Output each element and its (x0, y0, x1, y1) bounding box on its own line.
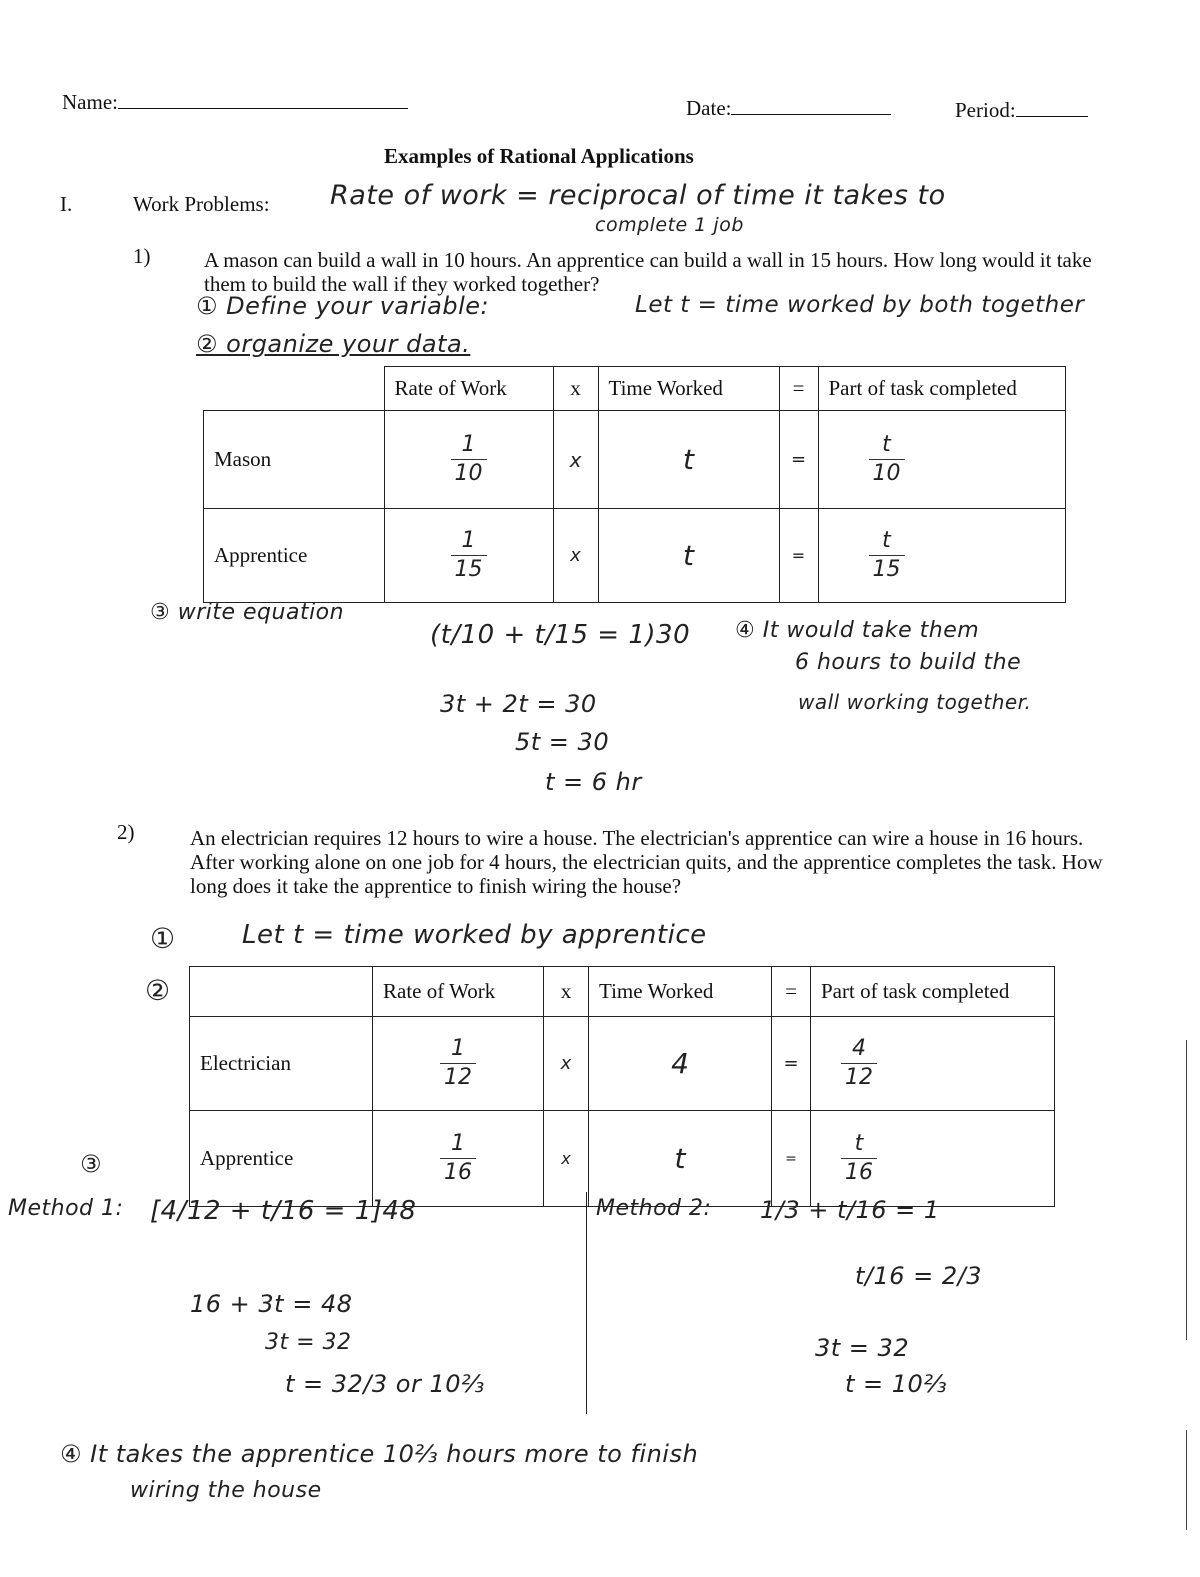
header-empty (190, 967, 373, 1017)
method1-label: Method 1: (8, 1196, 124, 1221)
fraction-bar (869, 459, 905, 460)
rate-fraction (440, 1036, 476, 1091)
section-number: I. (60, 192, 73, 216)
times-cell: x (544, 1111, 589, 1207)
method1-line1: [4/12 + t/16 = 1]48 (150, 1196, 417, 1226)
denominator: 15 (872, 557, 901, 582)
equals-cell: = (772, 1017, 811, 1111)
fraction-bar (869, 555, 905, 556)
header-times: x (553, 367, 598, 411)
table-row (190, 1111, 1055, 1207)
equals-cell: = (779, 411, 818, 509)
problem1-equation-line2: 3t + 2t = 30 (440, 690, 597, 718)
equals-cell: = (779, 509, 818, 603)
rate-fraction (451, 528, 487, 583)
problem2-step3: ③ (80, 1150, 103, 1178)
row-label: Apprentice (190, 1111, 373, 1207)
table-row (204, 509, 1066, 603)
rate-fraction (440, 1131, 476, 1186)
problem1-number: 1) (133, 244, 151, 268)
part-fraction (841, 1036, 877, 1091)
problem1-answer-line1: ④ It would take them (735, 618, 980, 643)
problem1-step3: ③ write equation (150, 600, 345, 625)
numerator: t (882, 432, 891, 457)
numerator: 1 (451, 1131, 465, 1156)
problem1-text: A mason can build a wall in 10 hours. An apprentice can build a wall in 15 hours. How long would it take them to build the wall if they worked together? (204, 248, 1092, 296)
method2-line3: 3t = 32 (815, 1334, 910, 1362)
part-cell (811, 1017, 1055, 1111)
denominator: 12 (845, 1065, 873, 1090)
problem2-variable-definition: Let t = time worked by apprentice (242, 920, 707, 950)
denominator: 15 (454, 557, 483, 582)
problem2-step2: ② (145, 974, 171, 1007)
times-cell: x (553, 411, 598, 509)
problem2-text: An electrician requires 12 hours to wire a house. The electrician's apprentice can wire a house in 16 hours. After working alone on one job for 4 hours, the electrician quits, and the apprentice completes the task. How long does it take the apprentice to finish wiring the house? (190, 826, 1103, 898)
method2-line1: 1/3 + t/16 = 1 (760, 1196, 940, 1224)
numerator: t (882, 528, 891, 553)
fraction-bar (841, 1158, 877, 1159)
period-label: Period: (955, 98, 1016, 122)
scan-edge-mark (1186, 1040, 1187, 1340)
denominator: 10 (454, 461, 483, 486)
numerator: 4 (852, 1036, 866, 1061)
page-title: Examples of Rational Applications (384, 144, 694, 168)
problem1-equation-line1: (t/10 + t/15 = 1)30 (430, 620, 691, 650)
numerator: 1 (461, 432, 476, 457)
row-label: Apprentice (204, 509, 385, 603)
denominator: 16 (845, 1160, 873, 1185)
header-part: Part of task completed (811, 967, 1055, 1017)
part-fraction (869, 528, 905, 583)
fraction-bar (440, 1158, 476, 1159)
problem2-work-table (189, 966, 1055, 1207)
method1-line4: t = 32/3 or 10⅔ (285, 1370, 485, 1398)
problem1-step1: ① Define your variable: (196, 292, 490, 320)
fraction-bar (440, 1063, 476, 1064)
part-cell (811, 1111, 1055, 1207)
method1-line3: 3t = 32 (265, 1330, 352, 1355)
method2-line4: t = 10⅔ (845, 1370, 948, 1398)
name-label: Name: (62, 90, 118, 114)
section-note-line2: complete 1 job (595, 214, 744, 236)
part-cell (818, 411, 1066, 509)
header-equals: = (779, 367, 818, 411)
problem2-step1: ① (150, 922, 176, 955)
period-field (955, 98, 1088, 123)
numerator: t (854, 1131, 864, 1156)
section-note-line1: Rate of work = reciprocal of time it takes to (330, 180, 946, 211)
rate-fraction (451, 432, 487, 487)
rate-cell (384, 411, 553, 509)
equals-cell: = (772, 1111, 811, 1207)
problem1-work-table (203, 366, 1066, 603)
problem2-number: 2) (117, 820, 135, 844)
method1-line2: 16 + 3t = 48 (190, 1290, 353, 1318)
header-rate: Rate of Work (384, 367, 553, 411)
part-fraction (869, 432, 905, 487)
problem1-answer-line3: wall working together. (798, 690, 1032, 714)
fraction-bar (451, 555, 487, 556)
problem1-equation-line4: t = 6 hr (545, 768, 642, 796)
row-label: Mason (204, 411, 385, 509)
times-cell: x (544, 1017, 589, 1111)
section-label: Work Problems: (133, 192, 270, 216)
problem2-answer-line1: ④ It takes the apprentice 10⅔ hours more to finish (60, 1440, 699, 1468)
row-label: Electrician (190, 1017, 373, 1111)
period-blank (1016, 116, 1088, 117)
header-rate: Rate of Work (373, 967, 544, 1017)
problem1-answer-line2: 6 hours to build the (795, 650, 1022, 675)
problem1-equation-line3: 5t = 30 (515, 728, 610, 756)
fraction-bar (841, 1063, 877, 1064)
problem1-step2: ② organize your data. (196, 330, 471, 358)
time-cell: t (598, 509, 779, 603)
header-part: Part of task completed (818, 367, 1066, 411)
date-label: Date: (686, 96, 732, 120)
part-cell (818, 509, 1066, 603)
table-header-row (204, 367, 1066, 411)
times-cell: x (553, 509, 598, 603)
table-row (190, 1017, 1055, 1111)
rate-cell (373, 1111, 544, 1207)
method-divider (586, 1192, 587, 1414)
denominator: 10 (872, 461, 901, 486)
header-time: Time Worked (589, 967, 772, 1017)
table-header-row (190, 967, 1055, 1017)
numerator: 1 (451, 1036, 465, 1061)
denominator: 16 (444, 1160, 472, 1185)
header-equals: = (772, 967, 811, 1017)
date-blank (731, 114, 891, 115)
date-field (686, 96, 891, 121)
scan-edge-mark (1186, 1430, 1187, 1530)
table-row (204, 411, 1066, 509)
header-times: x (544, 967, 589, 1017)
name-blank (118, 108, 408, 109)
header-empty (204, 367, 385, 411)
fraction-bar (451, 459, 487, 460)
numerator: 1 (461, 528, 476, 553)
header-time: Time Worked (598, 367, 779, 411)
method2-label: Method 2: (596, 1196, 712, 1221)
time-cell: 4 (589, 1017, 772, 1111)
name-field (62, 90, 408, 115)
rate-cell (373, 1017, 544, 1111)
part-fraction (841, 1131, 877, 1186)
problem1-variable-definition: Let t = time worked by both together (635, 292, 1085, 318)
rate-cell (384, 509, 553, 603)
method2-line2: t/16 = 2/3 (855, 1262, 983, 1290)
problem2-answer-line2: wiring the house (130, 1478, 322, 1503)
time-cell: t (589, 1111, 772, 1207)
denominator: 12 (444, 1065, 472, 1090)
time-cell: t (598, 411, 779, 509)
